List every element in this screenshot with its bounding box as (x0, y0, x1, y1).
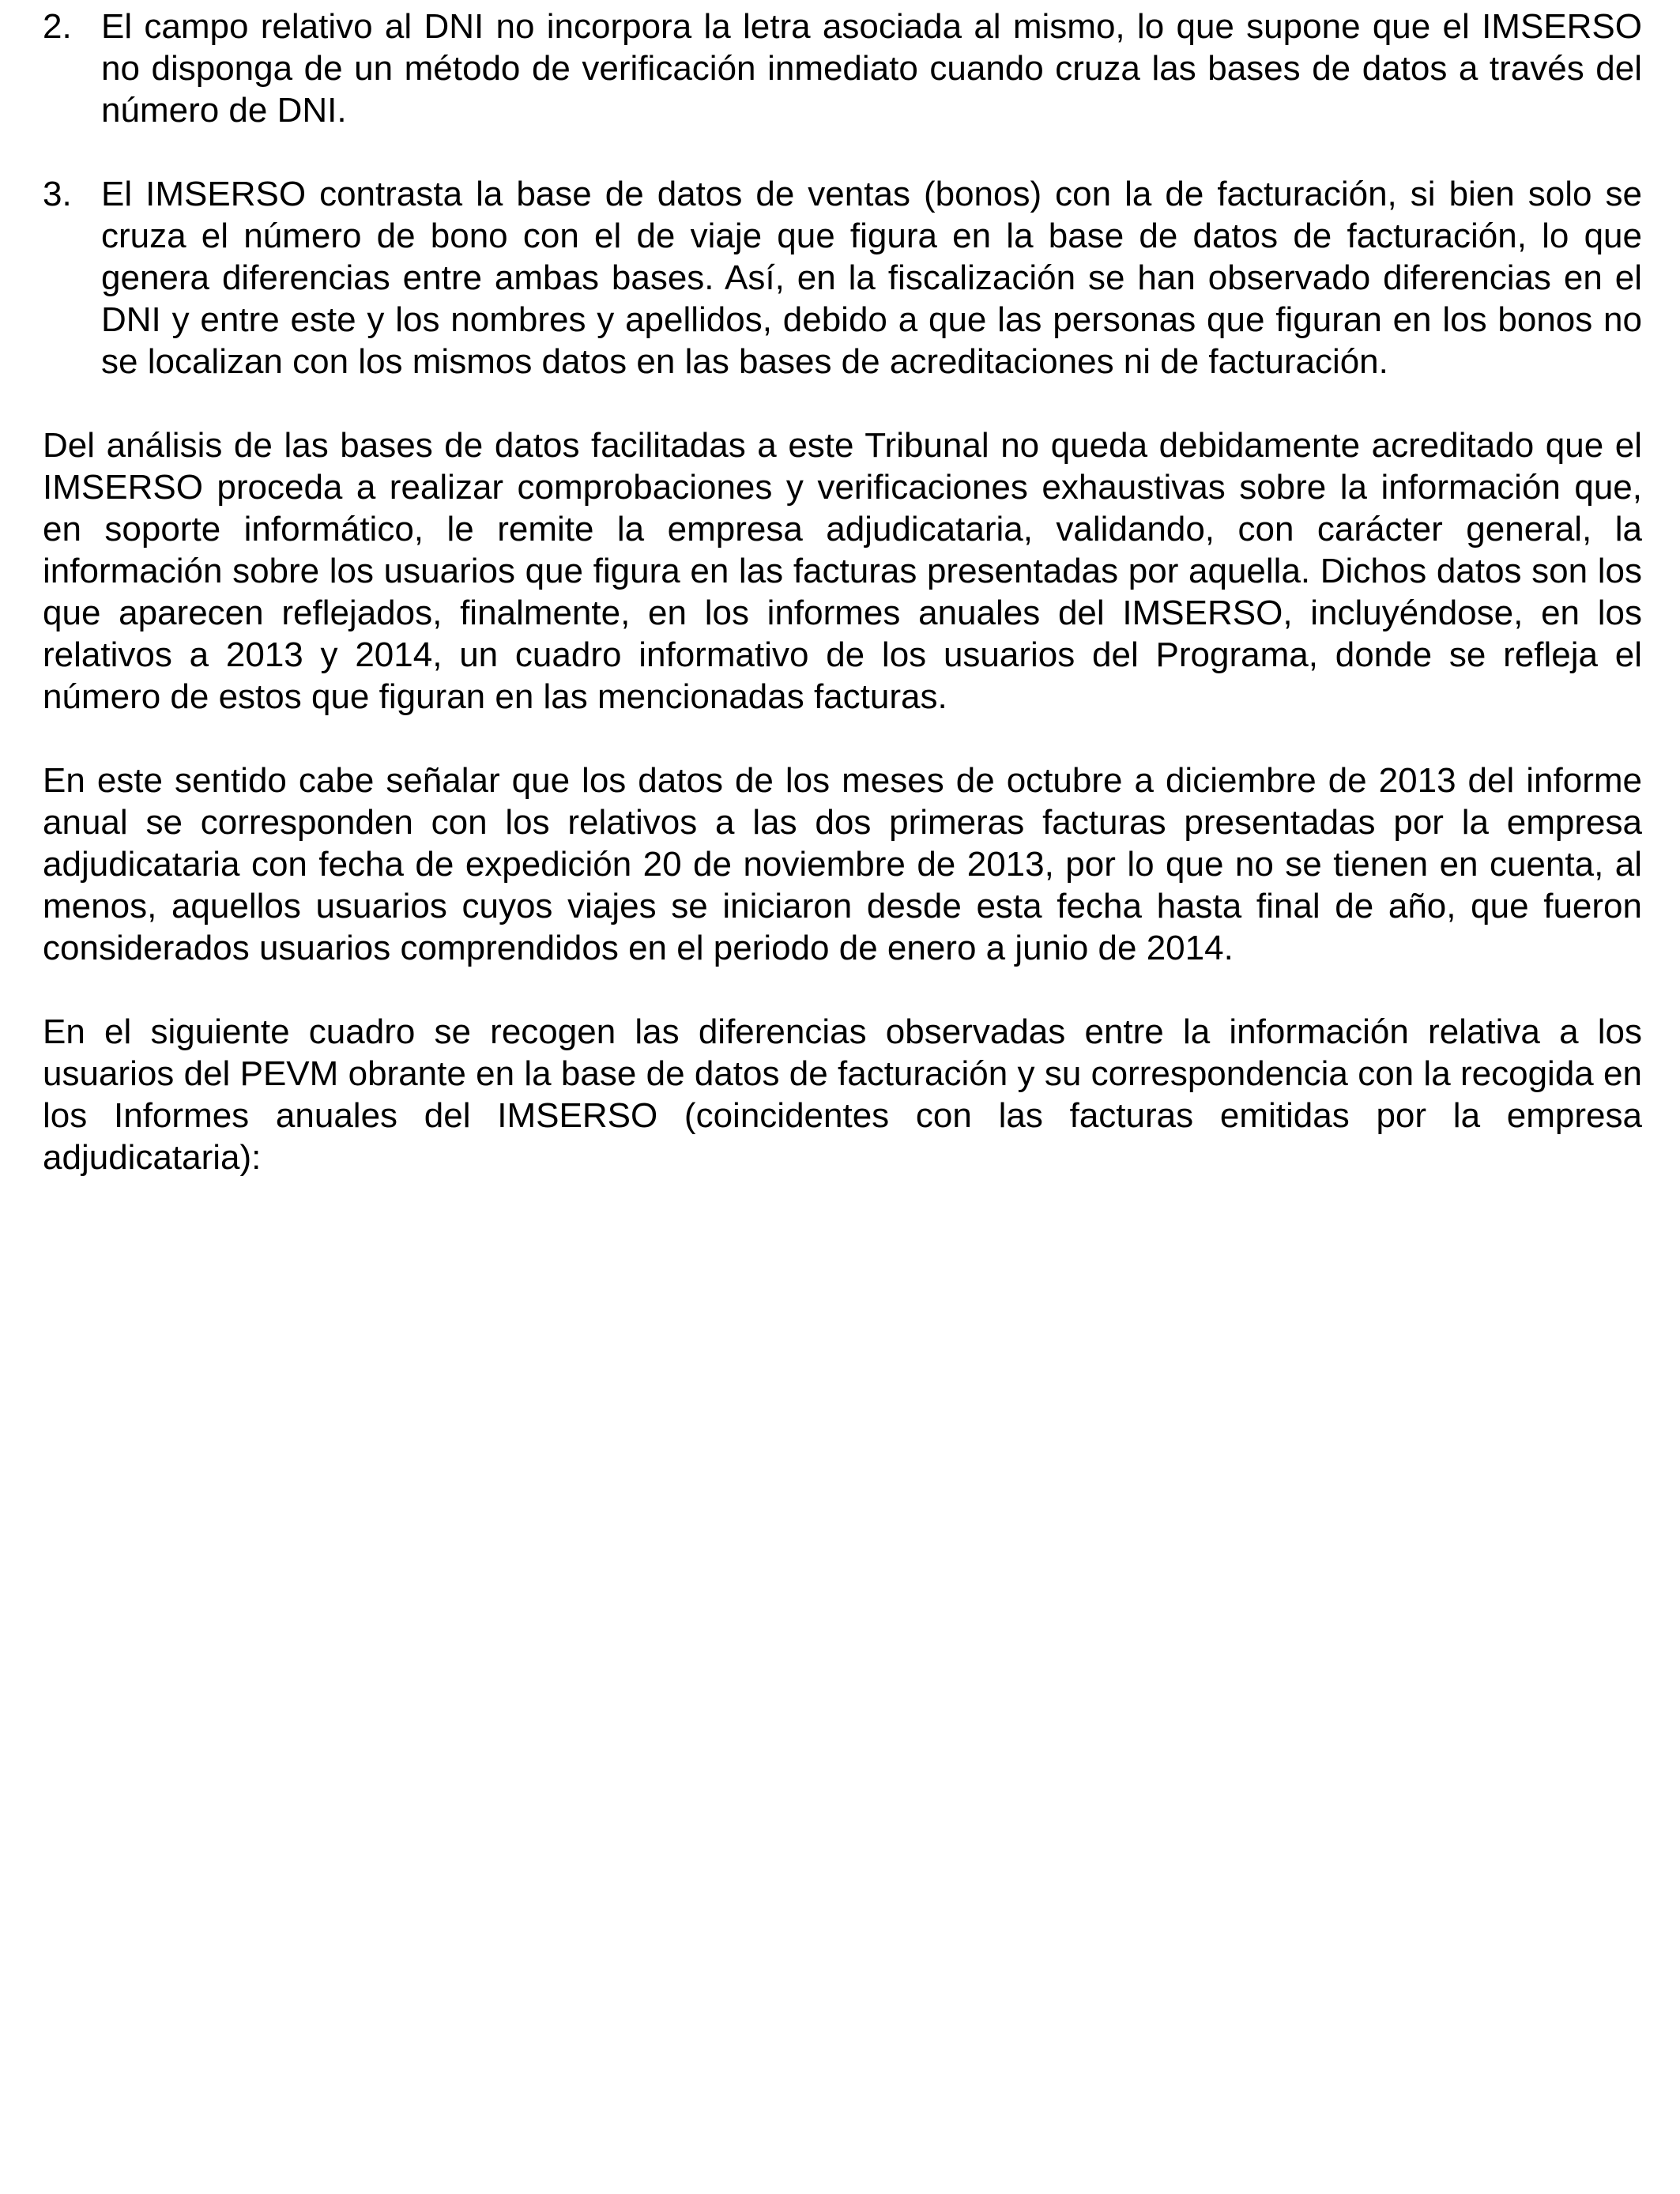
list-item-2 (43, 6, 1642, 131)
document-page (43, 0, 1642, 1178)
list-number: 3. (43, 175, 72, 213)
list-item-3 (43, 173, 1642, 383)
paragraph-table-intro: En el siguiente cuadro se recogen las diferencias observadas entre la información relativa a los usuarios del PEVM obrante en la base de datos de facturación y su correspondencia con la recogida en los Informes anuales del IMSERSO (coincidentes con las facturas emitidas por la empresa adjudicataria): (43, 1012, 1642, 1177)
list-item-text: El IMSERSO contrasta la base de datos de ventas (bonos) con la de facturación, si bien solo se cruza el número de bono con el de viaje que figura en la base de datos de facturación, lo que genera diferencias entre ambas bases. Así, en la fiscalización se han observado diferencias en el DNI y entre este y los nombres y apellidos, debido a que las personas que figuran en los bonos no se localizan con los mismos datos en las bases de acreditaciones ni de facturación. (101, 175, 1642, 381)
list-item-text: El campo relativo al DNI no incorpora la letra asociada al mismo, lo que supone que el IMSERSO no disponga de un método de verificación inmediato cuando cruza las bases de datos a través del número de DNI. (101, 7, 1642, 130)
list-number: 2. (43, 7, 72, 46)
paragraph-dates: En este sentido cabe señalar que los datos de los meses de octubre a diciembre de 2013 del informe anual se corresponden con los relativos a las dos primeras facturas presentadas por la empresa adjudicataria con fecha de expedición 20 de noviembre de 2013, por lo que no se tienen en cuenta, al menos, aquellos usuarios cuyos viajes se iniciaron desde esta fecha hasta final de año, que fueron considerados usuarios comprendidos en el periodo de enero a junio de 2014. (43, 761, 1642, 967)
paragraph-analysis: Del análisis de las bases de datos facilitadas a este Tribunal no queda debidamente acreditado que el IMSERSO proceda a realizar comprobaciones y verificaciones exhaustivas sobre la información que, en soporte informático, le remite la empresa adjudicataria, validando, con carácter general, la información sobre los usuarios que figura en las facturas presentadas por aquella. Dichos datos son los que aparecen reflejados, finalmente, en los informes anuales del IMSERSO, incluyéndose, en los relativos a 2013 y 2014, un cuadro informativo de los usuarios del Programa, donde se refleja el número de estos que figuran en las mencionadas facturas. (43, 426, 1642, 716)
